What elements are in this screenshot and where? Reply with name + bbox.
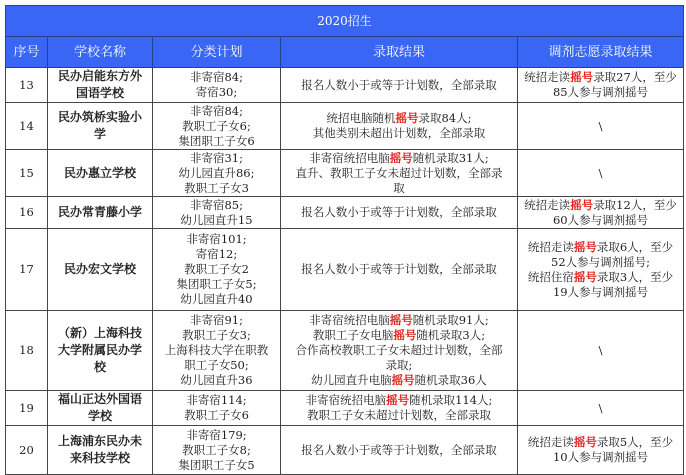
admission-result-line bbox=[283, 328, 515, 343]
admission-result-line bbox=[283, 408, 515, 423]
text-segment: \ bbox=[598, 118, 603, 133]
adjust-result bbox=[518, 391, 684, 426]
plan-line: 教职工子女6; bbox=[182, 118, 251, 133]
admission-result-line bbox=[283, 313, 515, 328]
lottery-highlight: 摇号 bbox=[395, 111, 419, 125]
admission-result bbox=[281, 197, 518, 229]
plan bbox=[153, 391, 281, 426]
plan-line: 非寄宿85; bbox=[189, 197, 243, 212]
school-name-line: 校 bbox=[93, 360, 106, 374]
plan bbox=[153, 103, 281, 150]
admission-result-line bbox=[283, 205, 515, 220]
adjust-result-line bbox=[520, 435, 681, 450]
text-segment: 随机录取31人; bbox=[412, 150, 489, 165]
adjust-result-line bbox=[520, 450, 681, 465]
school-name-line: 福山正达外国语 bbox=[57, 392, 142, 406]
plan-line: 非寄宿114; bbox=[186, 393, 247, 407]
lottery-highlight: 摇号 bbox=[391, 373, 415, 387]
school-name-line: 国语学校 bbox=[75, 86, 124, 100]
text-segment: 非寄宿统招电脑 bbox=[309, 150, 390, 165]
table-row bbox=[6, 150, 684, 197]
admission-result-line bbox=[283, 166, 515, 181]
text-segment: 幼儿园直升电脑 bbox=[311, 373, 392, 387]
admission-result-line bbox=[283, 443, 515, 458]
school-name-line: （新）上海科技 bbox=[57, 326, 142, 340]
adjust-result-line bbox=[520, 70, 681, 85]
plan-line: 教职工子女3 bbox=[184, 180, 249, 195]
plan-line: 非寄宿101; bbox=[186, 232, 247, 246]
adjust-result bbox=[518, 150, 684, 197]
school-name bbox=[48, 311, 153, 391]
plan-line: 非寄宿31; bbox=[189, 150, 243, 165]
lottery-highlight: 摇号 bbox=[570, 197, 594, 212]
lottery-highlight: 摇号 bbox=[573, 269, 597, 284]
text-segment: 10人参与调剂摇号 bbox=[552, 450, 649, 464]
school-name-line: 来科技学校 bbox=[69, 451, 130, 465]
adjust-result bbox=[518, 103, 684, 150]
admission-result-line bbox=[283, 78, 515, 93]
admission-result-line bbox=[283, 393, 515, 408]
school-name-line: 学校 bbox=[87, 409, 112, 423]
text-segment: 非寄宿统招电脑 bbox=[305, 393, 387, 407]
admission-result-line bbox=[283, 151, 515, 166]
text-segment: 随机录取3人; bbox=[416, 328, 486, 342]
school-name-line: 民办惠立学校 bbox=[63, 165, 136, 180]
school-name-line: 学 bbox=[93, 127, 106, 141]
text-segment: 随机录取36人 bbox=[414, 373, 487, 387]
school-name-line: 民办启能东方外 bbox=[57, 69, 142, 83]
school-name bbox=[48, 426, 153, 475]
plan bbox=[153, 150, 281, 197]
plan bbox=[153, 426, 281, 475]
row-index: 15 bbox=[6, 150, 48, 197]
adjust-result-line bbox=[520, 240, 681, 255]
table-row bbox=[6, 229, 684, 311]
admission-result-line bbox=[283, 262, 515, 277]
plan-line: 上海科技大学在职教 bbox=[164, 343, 269, 357]
text-segment: 统招走读 bbox=[524, 70, 571, 84]
row-index: 16 bbox=[6, 197, 48, 229]
admission-result bbox=[281, 150, 518, 197]
row-index: 18 bbox=[6, 311, 48, 391]
plan-line: 集团职工子女5; bbox=[176, 277, 257, 291]
admission-result-line bbox=[283, 111, 515, 126]
plan-line: 幼儿园直升40 bbox=[180, 292, 253, 306]
plan-line: 寄宿12; bbox=[195, 247, 238, 261]
school-name-line: 大学附属民办学 bbox=[57, 343, 142, 357]
text-segment: 录取27人，至少 bbox=[593, 70, 677, 84]
text-segment: 直升、教职工子女未超过计划数，全部录 bbox=[295, 165, 503, 180]
text-segment: \ bbox=[598, 400, 603, 415]
adjust-result-line bbox=[520, 119, 681, 134]
school-name-line: 民办宏文学校 bbox=[63, 262, 136, 276]
school-name bbox=[48, 391, 153, 426]
text-segment: 录取; bbox=[385, 358, 413, 372]
lottery-highlight: 摇号 bbox=[573, 239, 597, 254]
header-plan: 分类计划 bbox=[153, 37, 281, 68]
text-segment: 19人参与调剂摇号 bbox=[552, 284, 649, 299]
admission-result bbox=[281, 391, 518, 426]
text-segment: 报名人数小于或等于计划数，全部录取 bbox=[301, 262, 497, 276]
plan-line: 集团职工子女6 bbox=[178, 133, 255, 148]
admission-result-line bbox=[283, 181, 515, 196]
adjust-result-line bbox=[520, 285, 681, 300]
table-row bbox=[6, 103, 684, 150]
table-row bbox=[6, 391, 684, 426]
plan bbox=[153, 197, 281, 229]
school-name-line: 民办筑桥实验小 bbox=[57, 110, 142, 124]
row-index: 20 bbox=[6, 426, 48, 475]
plan-line: 教职工子女8; bbox=[182, 442, 251, 457]
text-segment: 报名人数小于或等于计划数，全部录取 bbox=[301, 77, 497, 92]
text-segment: \ bbox=[598, 343, 603, 357]
admission-result bbox=[281, 229, 518, 311]
text-segment: 教职工子女未超过计划数，全部录取 bbox=[307, 408, 491, 422]
row-index: 14 bbox=[6, 103, 48, 150]
text-segment: 录取5人，至少 bbox=[596, 435, 674, 449]
row-index: 19 bbox=[6, 391, 48, 426]
text-segment: 合作高校教职工子女未超过计划数，全部 bbox=[295, 343, 503, 357]
school-name bbox=[48, 68, 153, 103]
school-name bbox=[48, 197, 153, 229]
admission-result-line bbox=[283, 343, 515, 358]
school-name-line: 上海浦东民办未 bbox=[57, 434, 142, 448]
text-segment: 85人参与调剂摇号 bbox=[552, 85, 649, 99]
adjust-result-line bbox=[520, 401, 681, 416]
plan-line: 教职工子女3; bbox=[182, 328, 251, 342]
text-segment: 统招电脑随机 bbox=[326, 111, 396, 125]
adjust-result bbox=[518, 197, 684, 229]
adjust-result-line bbox=[520, 85, 681, 100]
adjust-result-line bbox=[520, 270, 681, 285]
lottery-highlight: 摇号 bbox=[386, 393, 410, 407]
plan bbox=[153, 311, 281, 391]
table-row bbox=[6, 426, 684, 475]
row-index: 13 bbox=[6, 68, 48, 103]
text-segment: 录取3人，至少 bbox=[596, 269, 674, 284]
adjust-result-line bbox=[520, 343, 681, 358]
plan-line: 幼儿园直升36 bbox=[180, 373, 253, 387]
text-segment: 其他类别未超出计划数，全部录取 bbox=[312, 126, 486, 140]
plan-line: 集团职工子女5 bbox=[178, 457, 255, 472]
admission-result bbox=[281, 311, 518, 391]
header-adjust-result: 调剂志愿录取结果 bbox=[518, 37, 684, 68]
header-result: 录取结果 bbox=[281, 37, 518, 68]
plan-line: 幼儿园直升15 bbox=[180, 212, 253, 227]
lottery-highlight: 摇号 bbox=[389, 150, 413, 165]
text-segment: 统招走读 bbox=[524, 197, 571, 212]
admission-table bbox=[5, 5, 684, 475]
plan-line: 教职工子女2 bbox=[184, 262, 249, 276]
adjust-result bbox=[518, 229, 684, 311]
plan-line: 非寄宿179; bbox=[186, 427, 247, 442]
adjust-result-line bbox=[520, 255, 681, 270]
admission-result bbox=[281, 426, 518, 475]
text-segment: 非寄宿统招电脑 bbox=[309, 313, 390, 327]
adjust-result-line bbox=[520, 198, 681, 213]
table-title: 2020招生 bbox=[6, 6, 684, 37]
text-segment: \ bbox=[598, 165, 603, 180]
plan-line: 非寄宿84; bbox=[189, 70, 243, 84]
header-school-name: 学校名称 bbox=[48, 37, 153, 68]
text-segment: 统招走读 bbox=[527, 239, 574, 254]
text-segment: 随机录取114人; bbox=[409, 393, 493, 407]
lottery-highlight: 摇号 bbox=[573, 435, 597, 449]
admission-result-line bbox=[283, 126, 515, 141]
adjust-result bbox=[518, 311, 684, 391]
plan-line: 幼儿园直升86; bbox=[178, 165, 255, 180]
text-segment: 教职工子女电脑 bbox=[312, 328, 394, 342]
plan-line: 非寄宿91; bbox=[189, 313, 243, 327]
text-segment: 录取6人，至少 bbox=[596, 239, 674, 254]
text-segment: 录取12人，至少 bbox=[593, 197, 677, 212]
text-segment: 统招住宿 bbox=[527, 269, 574, 284]
text-segment: 52人参与调剂摇号; bbox=[551, 254, 651, 269]
text-segment: 报名人数小于或等于计划数，全部录取 bbox=[301, 205, 497, 219]
plan-line: 职工子女50; bbox=[184, 358, 249, 372]
adjust-result-line bbox=[520, 213, 681, 228]
plan-line: 教职工子女6 bbox=[184, 408, 249, 422]
table-row bbox=[6, 311, 684, 391]
table-row bbox=[6, 68, 684, 103]
school-name bbox=[48, 103, 153, 150]
row-index: 17 bbox=[6, 229, 48, 311]
text-segment: 随机录取91人; bbox=[412, 313, 489, 327]
plan bbox=[153, 68, 281, 103]
school-name bbox=[48, 150, 153, 197]
lottery-highlight: 摇号 bbox=[389, 313, 413, 327]
text-segment: 取 bbox=[393, 180, 405, 195]
adjust-result bbox=[518, 68, 684, 103]
admission-result bbox=[281, 103, 518, 150]
school-name bbox=[48, 229, 153, 311]
school-name-line: 民办常青藤小学 bbox=[57, 205, 142, 219]
lottery-highlight: 摇号 bbox=[393, 328, 417, 342]
admission-result bbox=[281, 68, 518, 103]
plan bbox=[153, 229, 281, 311]
header-index: 序号 bbox=[6, 37, 48, 68]
text-segment: 录取84人; bbox=[418, 111, 472, 125]
text-segment: 报名人数小于或等于计划数，全部录取 bbox=[301, 442, 497, 457]
text-segment: 60人参与调剂摇号 bbox=[552, 212, 649, 227]
adjust-result-line bbox=[520, 166, 681, 181]
lottery-highlight: 摇号 bbox=[570, 70, 594, 84]
admission-result-line bbox=[283, 373, 515, 388]
text-segment: 统招走读 bbox=[527, 435, 574, 449]
admission-result-line bbox=[283, 358, 515, 373]
plan-line: 寄宿30; bbox=[195, 85, 238, 99]
adjust-result bbox=[518, 426, 684, 475]
plan-line: 非寄宿84; bbox=[189, 103, 243, 118]
table-row bbox=[6, 197, 684, 229]
